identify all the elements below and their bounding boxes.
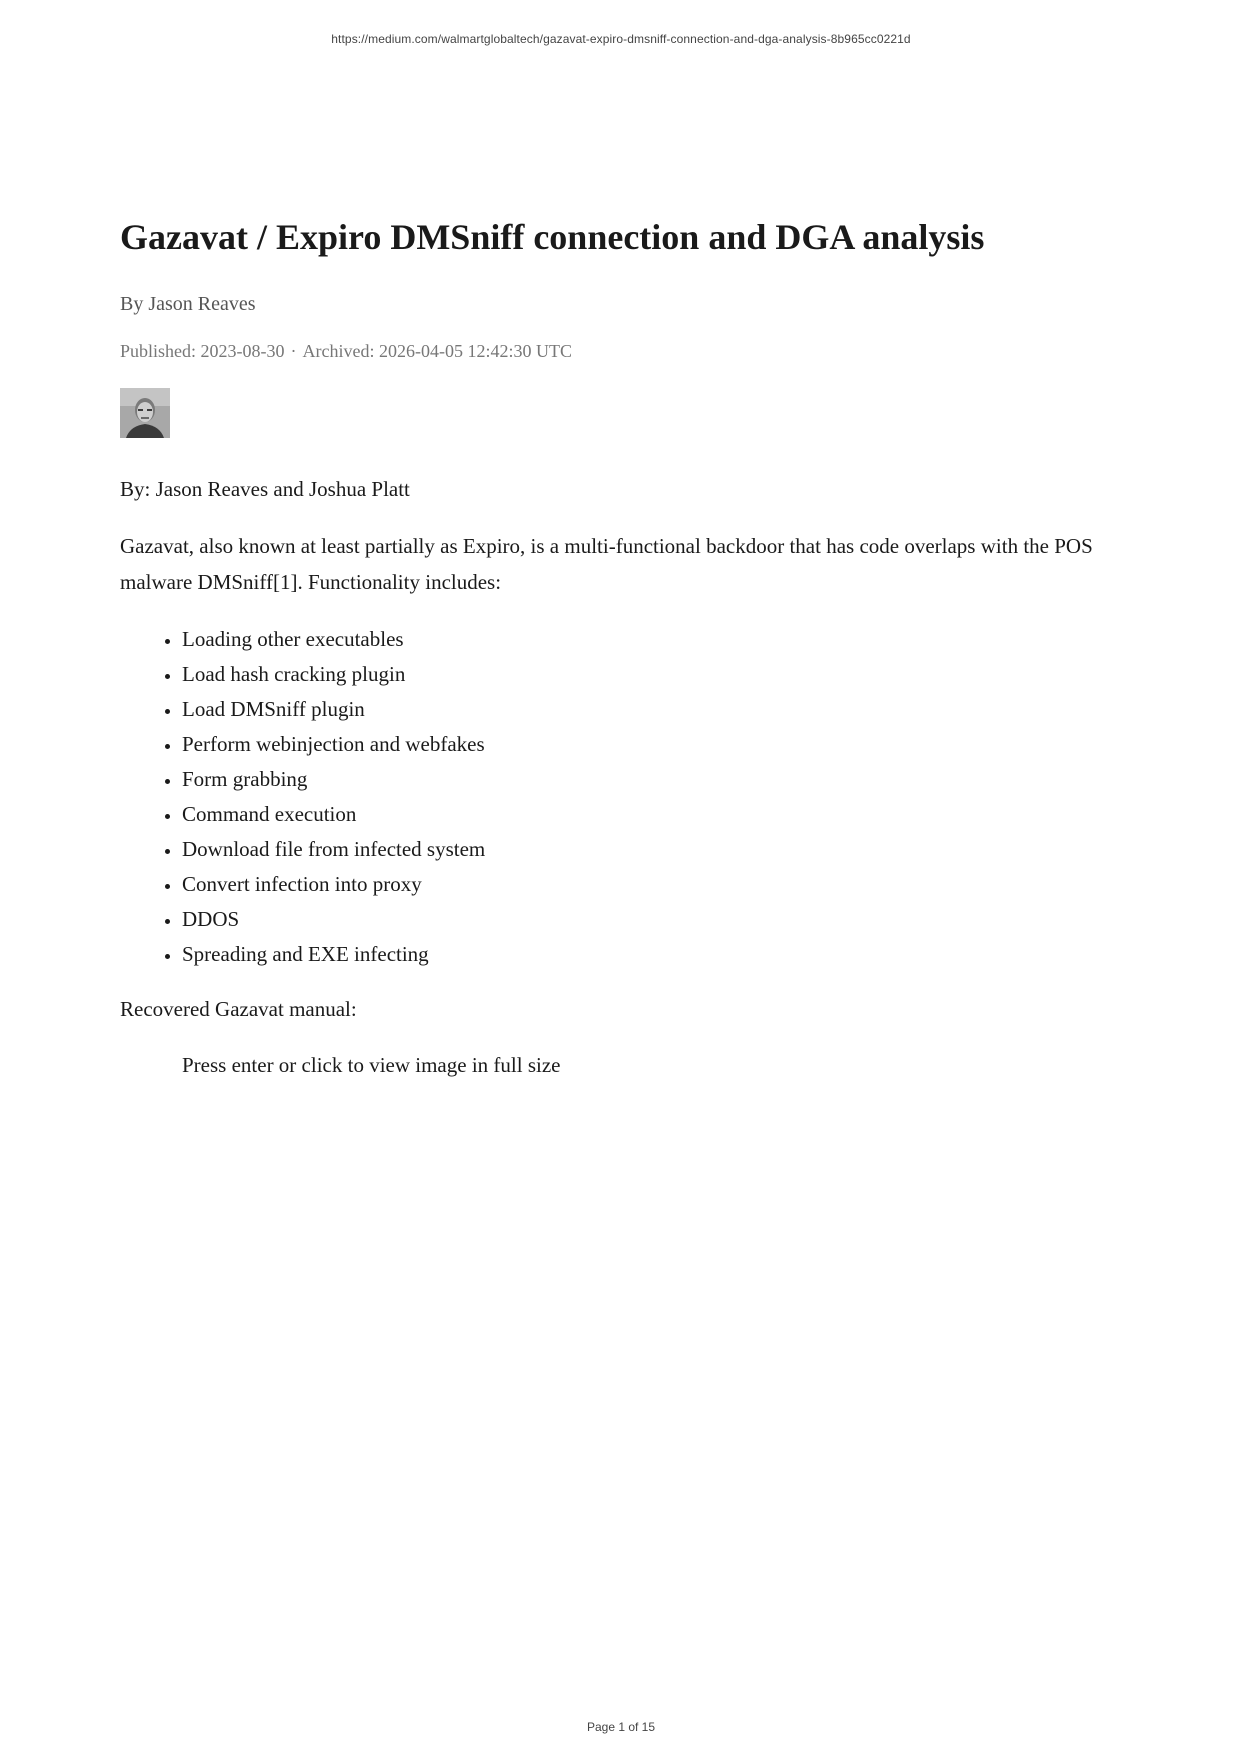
article-title: Gazavat / Expiro DMSniff connection and DGA analysis <box>120 217 985 257</box>
author-credits: By: Jason Reaves and Joshua Platt <box>120 477 410 501</box>
list-item: • Load hash cracking plugin <box>182 657 1130 692</box>
list-item: • Form grabbing <box>182 762 1130 797</box>
article-body <box>120 212 1130 1080</box>
byline: By Jason Reaves <box>120 293 256 315</box>
meta-separator: · <box>290 341 297 361</box>
list-item: • Perform webinjection and webfakes <box>182 727 1130 762</box>
publish-meta <box>120 338 1130 364</box>
intro-paragraph: Gazavat, also known at least partially as Expiro, is a multi-functional backdoor that has code overlaps with the POS malware DMSniff[1]. Functionality includes: <box>120 534 1093 594</box>
list-item: • Spreading and EXE infecting <box>182 937 1130 972</box>
list-item: • Command execution <box>182 797 1130 832</box>
published-date: Published: 2023-08-30 <box>120 341 285 361</box>
page-url: https://medium.com/walmartglobaltech/gazavat-expiro-dmsniff-connection-and-dga-analysis-8b965cc0221d <box>331 32 911 46</box>
page-number: Page 1 of 15 <box>586 1720 656 1734</box>
list-item: • Convert infection into proxy <box>182 867 1130 902</box>
author-photo-icon <box>120 388 170 438</box>
manual-label: Recovered Gazavat manual: <box>120 997 357 1021</box>
archived-date: Archived: 2026-04-05 12:42:30 UTC <box>302 341 572 361</box>
list-item: • Load DMSniff plugin <box>182 692 1130 727</box>
list-item: • DDOS <box>182 902 1130 937</box>
list-item: • Download file from infected system <box>182 832 1130 867</box>
functionality-list <box>120 622 1130 972</box>
list-item: • Loading other executables <box>182 622 1130 657</box>
author-avatar <box>120 388 170 438</box>
view-image-link[interactable]: Press enter or click to view image in full size <box>182 1053 561 1077</box>
